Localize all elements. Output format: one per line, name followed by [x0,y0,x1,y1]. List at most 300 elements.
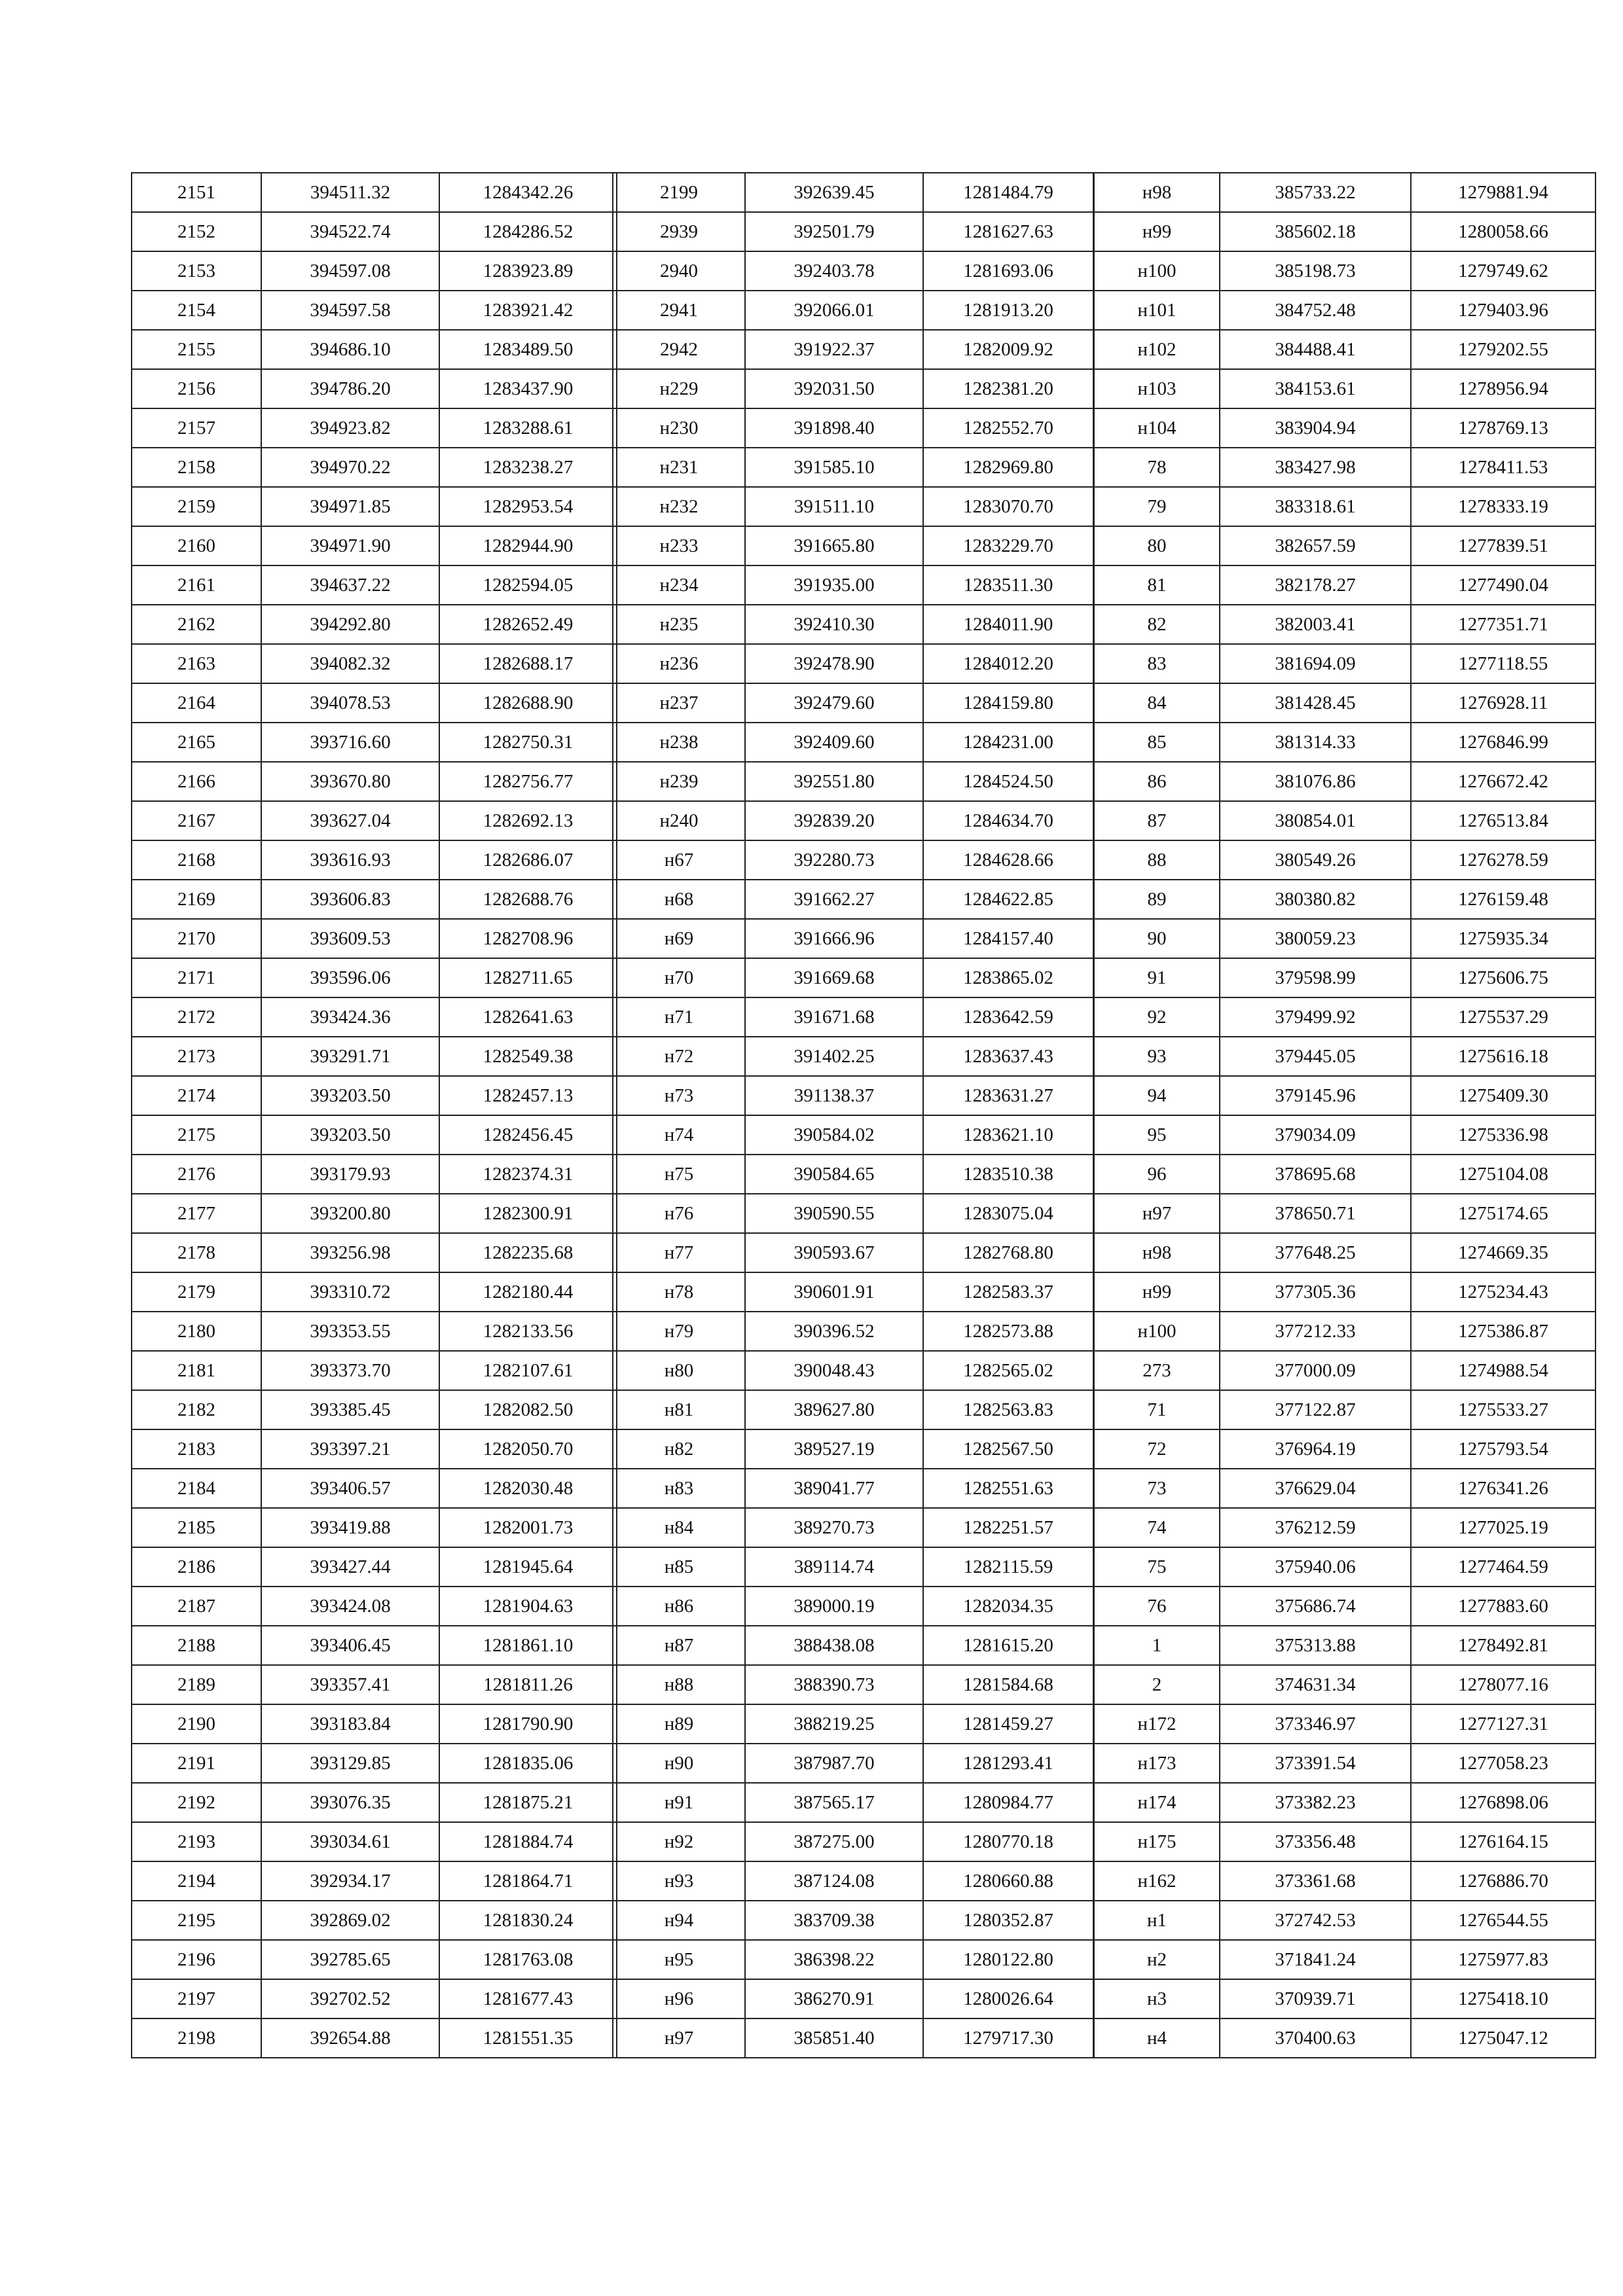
point-id-cell: н91 [613,1783,745,1822]
table-row [132,291,617,330]
y-coordinate-cell: 1280770.18 [923,1822,1093,1861]
x-coordinate-cell: 390396.52 [745,1312,923,1351]
table-row [613,330,1093,369]
point-id-cell: н99 [1094,1272,1220,1312]
table-row [132,1469,617,1508]
x-coordinate-cell: 380549.26 [1220,840,1411,880]
y-coordinate-cell: 1281293.41 [923,1744,1093,1783]
x-coordinate-cell: 379445.05 [1220,1037,1411,1076]
x-coordinate-cell: 375313.88 [1220,1626,1411,1665]
y-coordinate-cell: 1276513.84 [1411,801,1596,840]
table-row [613,565,1093,605]
point-id-cell: н90 [613,1744,745,1783]
y-coordinate-cell: 1283923.89 [439,251,617,291]
x-coordinate-cell: 394971.85 [261,487,439,526]
point-id-cell: 91 [1094,958,1220,997]
table-row [1094,1351,1596,1390]
x-coordinate-cell: 393406.45 [261,1626,439,1665]
point-id-cell: 89 [1094,880,1220,919]
y-coordinate-cell: 1284286.52 [439,212,617,251]
point-id-cell: 2152 [132,212,261,251]
point-id-cell: 2196 [132,1940,261,1979]
y-coordinate-cell: 1278769.13 [1411,408,1596,448]
table-row [132,173,617,212]
table-row [132,1312,617,1351]
x-coordinate-cell: 387565.17 [745,1783,923,1822]
y-coordinate-cell: 1275935.34 [1411,919,1596,958]
point-id-cell: н239 [613,762,745,801]
point-id-cell: н174 [1094,1783,1220,1822]
x-coordinate-cell: 394511.32 [261,173,439,212]
x-coordinate-cell: 390593.67 [745,1233,923,1272]
table-row [132,1390,617,1429]
x-coordinate-cell: 377212.33 [1220,1312,1411,1351]
x-coordinate-cell: 383427.98 [1220,448,1411,487]
point-id-cell: 2154 [132,291,261,330]
x-coordinate-cell: 384153.61 [1220,369,1411,408]
x-coordinate-cell: 393596.06 [261,958,439,997]
point-id-cell: н235 [613,605,745,644]
x-coordinate-cell: 391511.10 [745,487,923,526]
table-row [132,251,617,291]
table-row [613,487,1093,526]
point-id-cell: 2163 [132,644,261,683]
point-id-cell: н76 [613,1194,745,1233]
point-id-cell: н72 [613,1037,745,1076]
y-coordinate-cell: 1282300.91 [439,1194,617,1233]
x-coordinate-cell: 385851.40 [745,2018,923,2058]
x-coordinate-cell: 393424.08 [261,1587,439,1626]
y-coordinate-cell: 1281790.90 [439,1704,617,1744]
point-id-cell: 71 [1094,1390,1220,1429]
y-coordinate-cell: 1282235.68 [439,1233,617,1272]
table-row [132,565,617,605]
x-coordinate-cell: 393357.41 [261,1665,439,1704]
table-row [1094,526,1596,565]
x-coordinate-cell: 377305.36 [1220,1272,1411,1312]
x-coordinate-cell: 389041.77 [745,1469,923,1508]
x-coordinate-cell: 393034.61 [261,1822,439,1861]
x-coordinate-cell: 394786.20 [261,369,439,408]
point-id-cell: н95 [613,1940,745,1979]
x-coordinate-cell: 391666.96 [745,919,923,958]
point-id-cell: н101 [1094,291,1220,330]
x-coordinate-cell: 393670.80 [261,762,439,801]
x-coordinate-cell: 382178.27 [1220,565,1411,605]
table-row [1094,291,1596,330]
y-coordinate-cell: 1284231.00 [923,723,1093,762]
point-id-cell: н85 [613,1547,745,1587]
point-id-cell: 2185 [132,1508,261,1547]
y-coordinate-cell: 1281864.71 [439,1861,617,1901]
y-coordinate-cell: 1277127.31 [1411,1704,1596,1744]
point-id-cell: 85 [1094,723,1220,762]
point-id-cell: н237 [613,683,745,723]
point-id-cell: 2193 [132,1822,261,1861]
x-coordinate-cell: 392654.88 [261,2018,439,2058]
x-coordinate-cell: 387124.08 [745,1861,923,1901]
point-id-cell: н236 [613,644,745,683]
table-row [132,1744,617,1783]
x-coordinate-cell: 391922.37 [745,330,923,369]
point-id-cell: 2162 [132,605,261,644]
y-coordinate-cell: 1281835.06 [439,1744,617,1783]
x-coordinate-cell: 393427.44 [261,1547,439,1587]
y-coordinate-cell: 1283437.90 [439,369,617,408]
x-coordinate-cell: 390590.55 [745,1194,923,1233]
x-coordinate-cell: 393716.60 [261,723,439,762]
table-row [613,762,1093,801]
table-row [1094,1155,1596,1194]
point-id-cell: 75 [1094,1547,1220,1587]
point-id-cell: н67 [613,840,745,880]
x-coordinate-cell: 393076.35 [261,1783,439,1822]
point-id-cell: 273 [1094,1351,1220,1390]
table-row [132,369,617,408]
point-id-cell: н162 [1094,1861,1220,1901]
x-coordinate-cell: 393616.93 [261,840,439,880]
point-id-cell: 2195 [132,1901,261,1940]
table-row [1094,1783,1596,1822]
table-row [132,1822,617,1861]
x-coordinate-cell: 388390.73 [745,1665,923,1704]
x-coordinate-cell: 373361.68 [1220,1861,1411,1901]
y-coordinate-cell: 1275533.27 [1411,1390,1596,1429]
table-row [613,958,1093,997]
y-coordinate-cell: 1281584.68 [923,1665,1093,1704]
point-id-cell: 2168 [132,840,261,880]
x-coordinate-cell: 392551.80 [745,762,923,801]
table-row [1094,1272,1596,1312]
y-coordinate-cell: 1280352.87 [923,1901,1093,1940]
point-id-cell: н96 [613,1979,745,2018]
x-coordinate-cell: 384752.48 [1220,291,1411,330]
point-id-cell: н175 [1094,1822,1220,1861]
x-coordinate-cell: 393385.45 [261,1390,439,1429]
y-coordinate-cell: 1282251.57 [923,1508,1093,1547]
y-coordinate-cell: 1281884.74 [439,1822,617,1861]
point-id-cell: н74 [613,1115,745,1155]
table-row [132,880,617,919]
y-coordinate-cell: 1282133.56 [439,1312,617,1351]
point-id-cell: 94 [1094,1076,1220,1115]
point-id-cell: н71 [613,997,745,1037]
x-coordinate-cell: 376964.19 [1220,1429,1411,1469]
y-coordinate-cell: 1282001.73 [439,1508,617,1547]
y-coordinate-cell: 1277464.59 [1411,1547,1596,1587]
y-coordinate-cell: 1276159.48 [1411,880,1596,919]
x-coordinate-cell: 391669.68 [745,958,923,997]
table-row [613,1272,1093,1312]
y-coordinate-cell: 1276898.06 [1411,1783,1596,1822]
y-coordinate-cell: 1283511.30 [923,565,1093,605]
table-row [1094,1037,1596,1076]
y-coordinate-cell: 1274988.54 [1411,1351,1596,1390]
y-coordinate-cell: 1284012.20 [923,644,1093,683]
x-coordinate-cell: 381694.09 [1220,644,1411,683]
x-coordinate-cell: 374631.34 [1220,1665,1411,1704]
point-id-cell: н68 [613,880,745,919]
y-coordinate-cell: 1283631.27 [923,1076,1093,1115]
x-coordinate-cell: 380059.23 [1220,919,1411,958]
y-coordinate-cell: 1284622.85 [923,880,1093,919]
x-coordinate-cell: 377000.09 [1220,1351,1411,1390]
y-coordinate-cell: 1275336.98 [1411,1115,1596,1155]
x-coordinate-cell: 392403.78 [745,251,923,291]
x-coordinate-cell: 381428.45 [1220,683,1411,723]
point-id-cell: 2167 [132,801,261,840]
y-coordinate-cell: 1283642.59 [923,997,1093,1037]
x-coordinate-cell: 389527.19 [745,1429,923,1469]
x-coordinate-cell: 392410.30 [745,605,923,644]
y-coordinate-cell: 1282750.31 [439,723,617,762]
y-coordinate-cell: 1282115.59 [923,1547,1093,1587]
table-row [132,1665,617,1704]
point-id-cell: 2182 [132,1390,261,1429]
y-coordinate-cell: 1282641.63 [439,997,617,1037]
point-id-cell: н238 [613,723,745,762]
x-coordinate-cell: 387987.70 [745,1744,923,1783]
y-coordinate-cell: 1281861.10 [439,1626,617,1665]
point-id-cell: н93 [613,1861,745,1901]
point-id-cell: 2179 [132,1272,261,1312]
x-coordinate-cell: 379598.99 [1220,958,1411,997]
y-coordinate-cell: 1284524.50 [923,762,1093,801]
table-row [613,1469,1093,1508]
y-coordinate-cell: 1275537.29 [1411,997,1596,1037]
y-coordinate-cell: 1275234.43 [1411,1272,1596,1312]
y-coordinate-cell: 1279881.94 [1411,173,1596,212]
table-row [132,212,617,251]
point-id-cell: 2158 [132,448,261,487]
x-coordinate-cell: 393183.84 [261,1704,439,1744]
y-coordinate-cell: 1281913.20 [923,291,1093,330]
point-id-cell: н98 [1094,173,1220,212]
table-row [132,1194,617,1233]
y-coordinate-cell: 1278492.81 [1411,1626,1596,1665]
y-coordinate-cell: 1280026.64 [923,1979,1093,2018]
coordinates-table-2 [612,172,1094,2058]
point-id-cell: 2173 [132,1037,261,1076]
point-id-cell: 96 [1094,1155,1220,1194]
y-coordinate-cell: 1283229.70 [923,526,1093,565]
x-coordinate-cell: 378650.71 [1220,1194,1411,1233]
table-row [1094,1744,1596,1783]
x-coordinate-cell: 393406.57 [261,1469,439,1508]
y-coordinate-cell: 1281551.35 [439,2018,617,2058]
table-row [1094,840,1596,880]
table-row [1094,762,1596,801]
point-id-cell: н1 [1094,1901,1220,1940]
y-coordinate-cell: 1282583.37 [923,1272,1093,1312]
y-coordinate-cell: 1275386.87 [1411,1312,1596,1351]
y-coordinate-cell: 1282594.05 [439,565,617,605]
y-coordinate-cell: 1284342.26 [439,173,617,212]
point-id-cell: н97 [1094,1194,1220,1233]
x-coordinate-cell: 392839.20 [745,801,923,840]
point-id-cell: 2176 [132,1155,261,1194]
table-row [613,408,1093,448]
y-coordinate-cell: 1282688.76 [439,880,617,919]
x-coordinate-cell: 392478.90 [745,644,923,683]
x-coordinate-cell: 382657.59 [1220,526,1411,565]
y-coordinate-cell: 1282030.48 [439,1469,617,1508]
x-coordinate-cell: 375940.06 [1220,1547,1411,1587]
table-row [613,1351,1093,1390]
y-coordinate-cell: 1282711.65 [439,958,617,997]
x-coordinate-cell: 392501.79 [745,212,923,251]
table-row [613,1390,1093,1429]
point-id-cell: н78 [613,1272,745,1312]
point-id-cell: н92 [613,1822,745,1861]
y-coordinate-cell: 1278411.53 [1411,448,1596,487]
x-coordinate-cell: 394923.82 [261,408,439,448]
point-id-cell: 2151 [132,173,261,212]
point-id-cell: 2174 [132,1076,261,1115]
point-id-cell: н83 [613,1469,745,1508]
y-coordinate-cell: 1282565.02 [923,1351,1093,1390]
y-coordinate-cell: 1281904.63 [439,1587,617,1626]
table-row [613,919,1093,958]
point-id-cell: н86 [613,1587,745,1626]
point-id-cell: н3 [1094,1979,1220,2018]
y-coordinate-cell: 1276341.26 [1411,1469,1596,1508]
table-row [613,1979,1093,2018]
point-id-cell: 2184 [132,1469,261,1508]
y-coordinate-cell: 1277883.60 [1411,1587,1596,1626]
point-id-cell: 92 [1094,997,1220,1037]
table-row [613,1155,1093,1194]
table-row [1094,1312,1596,1351]
x-coordinate-cell: 393606.83 [261,880,439,919]
x-coordinate-cell: 376629.04 [1220,1469,1411,1508]
table-row [1094,1194,1596,1233]
table-row [132,1351,617,1390]
y-coordinate-cell: 1280660.88 [923,1861,1093,1901]
y-coordinate-cell: 1283075.04 [923,1194,1093,1233]
table-row [1094,330,1596,369]
point-id-cell: н77 [613,1233,745,1272]
table-row [1094,487,1596,526]
table-row [132,1272,617,1312]
table-row [613,1704,1093,1744]
point-id-cell: н98 [1094,1233,1220,1272]
table-row [1094,1861,1596,1901]
table-row [132,644,617,683]
point-id-cell: н88 [613,1665,745,1704]
point-id-cell: 2939 [613,212,745,251]
table-row [132,801,617,840]
table-row [613,1822,1093,1861]
x-coordinate-cell: 393203.50 [261,1115,439,1155]
table-row [1094,1547,1596,1587]
y-coordinate-cell: 1283238.27 [439,448,617,487]
point-id-cell: 1 [1094,1626,1220,1665]
table-row [1094,997,1596,1037]
table-row [132,448,617,487]
x-coordinate-cell: 388219.25 [745,1704,923,1744]
point-id-cell: 2942 [613,330,745,369]
point-id-cell: н94 [613,1901,745,1940]
table-row [613,1626,1093,1665]
point-id-cell: н229 [613,369,745,408]
table-row [132,997,617,1037]
y-coordinate-cell: 1282953.54 [439,487,617,526]
x-coordinate-cell: 394082.32 [261,644,439,683]
y-coordinate-cell: 1284011.90 [923,605,1093,644]
table-row [613,723,1093,762]
x-coordinate-cell: 373391.54 [1220,1744,1411,1783]
point-id-cell: н99 [1094,212,1220,251]
y-coordinate-cell: 1279749.62 [1411,251,1596,291]
x-coordinate-cell: 392409.60 [745,723,923,762]
x-coordinate-cell: 379145.96 [1220,1076,1411,1115]
table-row [613,173,1093,212]
table-row [132,1115,617,1155]
y-coordinate-cell: 1281484.79 [923,173,1093,212]
table-row [1094,644,1596,683]
point-id-cell: 2181 [132,1351,261,1390]
table-row [1094,1626,1596,1665]
x-coordinate-cell: 370939.71 [1220,1979,1411,2018]
point-id-cell: 95 [1094,1115,1220,1155]
x-coordinate-cell: 379034.09 [1220,1115,1411,1155]
x-coordinate-cell: 393373.70 [261,1351,439,1390]
point-id-cell: 2157 [132,408,261,448]
y-coordinate-cell: 1282456.45 [439,1115,617,1155]
y-coordinate-cell: 1281830.24 [439,1901,617,1940]
x-coordinate-cell: 393419.88 [261,1508,439,1547]
table-row [1094,880,1596,919]
table-row [1094,1390,1596,1429]
point-id-cell: н73 [613,1076,745,1115]
point-id-cell: н231 [613,448,745,487]
x-coordinate-cell: 385198.73 [1220,251,1411,291]
x-coordinate-cell: 389270.73 [745,1508,923,1547]
x-coordinate-cell: 383709.38 [745,1901,923,1940]
y-coordinate-cell: 1283865.02 [923,958,1093,997]
y-coordinate-cell: 1282180.44 [439,1272,617,1312]
x-coordinate-cell: 388438.08 [745,1626,923,1665]
table-row [613,1940,1093,1979]
x-coordinate-cell: 391402.25 [745,1037,923,1076]
point-id-cell: 2188 [132,1626,261,1665]
x-coordinate-cell: 393203.50 [261,1076,439,1115]
table-row [132,526,617,565]
table-row [132,919,617,958]
point-id-cell: н173 [1094,1744,1220,1783]
y-coordinate-cell: 1275104.08 [1411,1155,1596,1194]
point-id-cell: 79 [1094,487,1220,526]
table-row [1094,1979,1596,2018]
table-row [613,840,1093,880]
table-row [613,1744,1093,1783]
point-id-cell: 2175 [132,1115,261,1155]
table-row [132,958,617,997]
x-coordinate-cell: 392066.01 [745,291,923,330]
table-row [1094,723,1596,762]
table-row [132,840,617,880]
table-row [1094,173,1596,212]
table-row [613,997,1093,1037]
x-coordinate-cell: 393609.53 [261,919,439,958]
x-coordinate-cell: 373382.23 [1220,1783,1411,1822]
y-coordinate-cell: 1282688.90 [439,683,617,723]
point-id-cell: 74 [1094,1508,1220,1547]
point-id-cell: 2155 [132,330,261,369]
x-coordinate-cell: 393424.36 [261,997,439,1037]
table-row [1094,2018,1596,2058]
